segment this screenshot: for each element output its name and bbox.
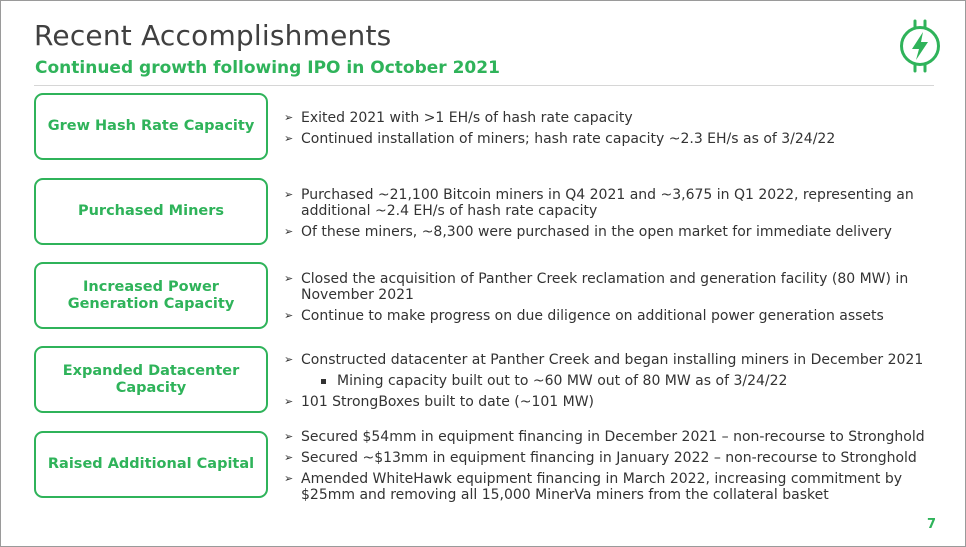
- section-label: Grew Hash Rate Capacity: [34, 93, 268, 160]
- section-label: Expanded Datacenter Capacity: [34, 346, 268, 413]
- page-subtitle: Continued growth following IPO in October 2021: [35, 58, 500, 78]
- header-divider: [34, 85, 934, 86]
- bullet-item: ➢ Secured $54mm in equipment financing in December 2021 – non-recourse to Stronghold: [284, 429, 934, 445]
- section-bullets: [284, 187, 934, 240]
- section-bullets: [284, 352, 934, 410]
- bullet-item: ➢ Secured ~$13mm in equipment financing in January 2022 – non-recourse to Stronghold: [284, 450, 934, 466]
- section-bullets: [284, 271, 934, 324]
- page-number: 7: [926, 517, 936, 532]
- bullet-item: ➢ Continued installation of miners; hash rate capacity ~2.3 EH/s as of 3/24/22: [284, 131, 934, 147]
- bullet-item: ➢ 101 StrongBoxes built to date (~101 MW): [284, 394, 934, 410]
- bullet-item: ➢ Purchased ~21,100 Bitcoin miners in Q4 2021 and ~3,675 in Q1 2022, representing an additional ~2.4 EH/s of hash rate capacity: [284, 187, 934, 219]
- bullet-item: ➢ Amended WhiteHawk equipment financing in March 2022, increasing commitment by $25mm and removing all 15,000 MinerVa miners from the collateral basket: [284, 471, 934, 503]
- section-bullets: [284, 110, 934, 147]
- bitcoin-bolt-icon: [894, 17, 946, 75]
- section-bullets: [284, 429, 934, 503]
- bullet-item: ➢ Of these miners, ~8,300 were purchased in the open market for immediate delivery: [284, 224, 934, 240]
- section-label: Increased Power Generation Capacity: [34, 262, 268, 329]
- page-title: Recent Accomplishments: [34, 19, 392, 52]
- bullet-item: ➢ Exited 2021 with >1 EH/s of hash rate capacity: [284, 110, 934, 126]
- section-label: Raised Additional Capital: [34, 431, 268, 498]
- bullet-item: ➢ Continue to make progress on due diligence on additional power generation assets: [284, 308, 934, 324]
- section-label: Purchased Miners: [34, 178, 268, 245]
- sub-bullet-item: Mining capacity built out to ~60 MW out of 80 MW as of 3/24/22: [284, 373, 934, 389]
- bullet-item: ➢ Constructed datacenter at Panther Creek and began installing miners in December 2021: [284, 352, 934, 368]
- bullet-item: ➢ Closed the acquisition of Panther Creek reclamation and generation facility (80 MW) in November 2021: [284, 271, 934, 303]
